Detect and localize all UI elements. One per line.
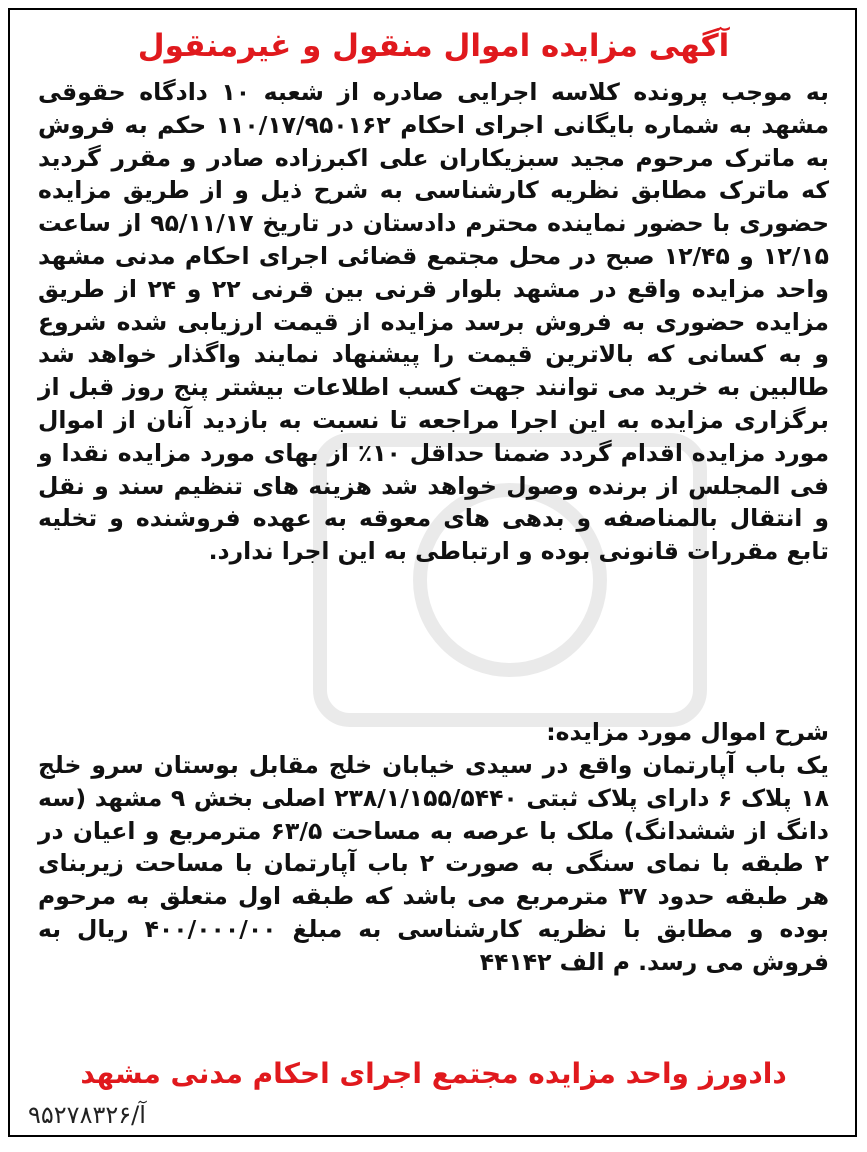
property-description: یک باب آپارتمان واقع در سیدی خیابان خلج مقابل بوستان سرو خلج ۱۸ پلاک ۶ دارای پلاک ثبتی ۲۳۸/۱/۱۵۵/۵۴۴۰ اصلی بخش ۹ مشهد (سه دانگ از ششدانگ) ملک با عرصه به مساحت ۶۳/۵ مترمربع و اعیان در ۲ طبقه با نمای سنگی به صورت ۲ باب آپارتمان با مساحت زیربنای هر طبقه حدود ۳۷ مترمربع می باشد که طبقه اول متعلق به مرحوم بوده و مطابق با نظریه کارشناسی به مبلغ ۴۰۰/۰۰۰/۰۰ ریال به فروش می رسد. م الف ۴۴۱۴۲ xyxy=(38,751,830,976)
notice-body: به موجب پرونده کلاسه اجرایی صادره از شعبه ۱۰ دادگاه حقوقی مشهد به شماره بایگانی اجرای احکام ۱۱۰/۱۷/۹۵۰۱۶۲ حکم به فروش به ماترک مرحوم مجید سبزیکاران علی اکبرزاده صادر و مقرر گردید که ماترک مطابق نظریه کارشناسی به شرح ذیل و از طریق مزایده حضوری با حضور نماینده محترم دادستان در تاریخ ۹۵/۱۱/۱۷ از ساعت ۱۲/۱۵ و ۱۲/۴۵ صبح در محل مجتمع قضائی اجرای احکام مدنی مشهد واحد مزایده واقع در مشهد بلوار قرنی بین قرنی ۲۲ و ۲۴ از طریق مزایده حضوری به فروش برسد مزایده از قیمت ارزیابی شده شروع و به کسانی که بالاترین قیمت را پیشنهاد نمایند واگذار خواهد شد طالبین به خرید می توانند جهت کسب اطلاعات بیشتر پنج روز قبل از برگزاری مزایده به این اجرا مراجعه تا نسبت به بازدید آنان از اموال مورد مزایده اقدام گردد ضمنا حداقل ۱۰٪ از بهای مورد مزایده نقدا و فی المجلس از برنده وصول خواهد شد هزینه های تنظیم سند و نقل و انتقال بالمناصفه و بدهی های معوقه به عهده فروشنده و تخلیه تابع مقررات قانونی بوده و ارتباطی به این اجرا ندارد. xyxy=(38,78,830,566)
reference-code: آ/۹۵۲۷۸۳۲۶ xyxy=(28,1101,146,1129)
issuer-signature-line: دادورز واحد مزایده مجتمع اجرای احکام مدنی مشهد xyxy=(80,1057,787,1090)
notice-title: آگهی مزایده اموال منقول و غیرمنقول xyxy=(137,28,730,64)
property-section-heading: شرح اموال مورد مزایده: xyxy=(546,718,829,746)
